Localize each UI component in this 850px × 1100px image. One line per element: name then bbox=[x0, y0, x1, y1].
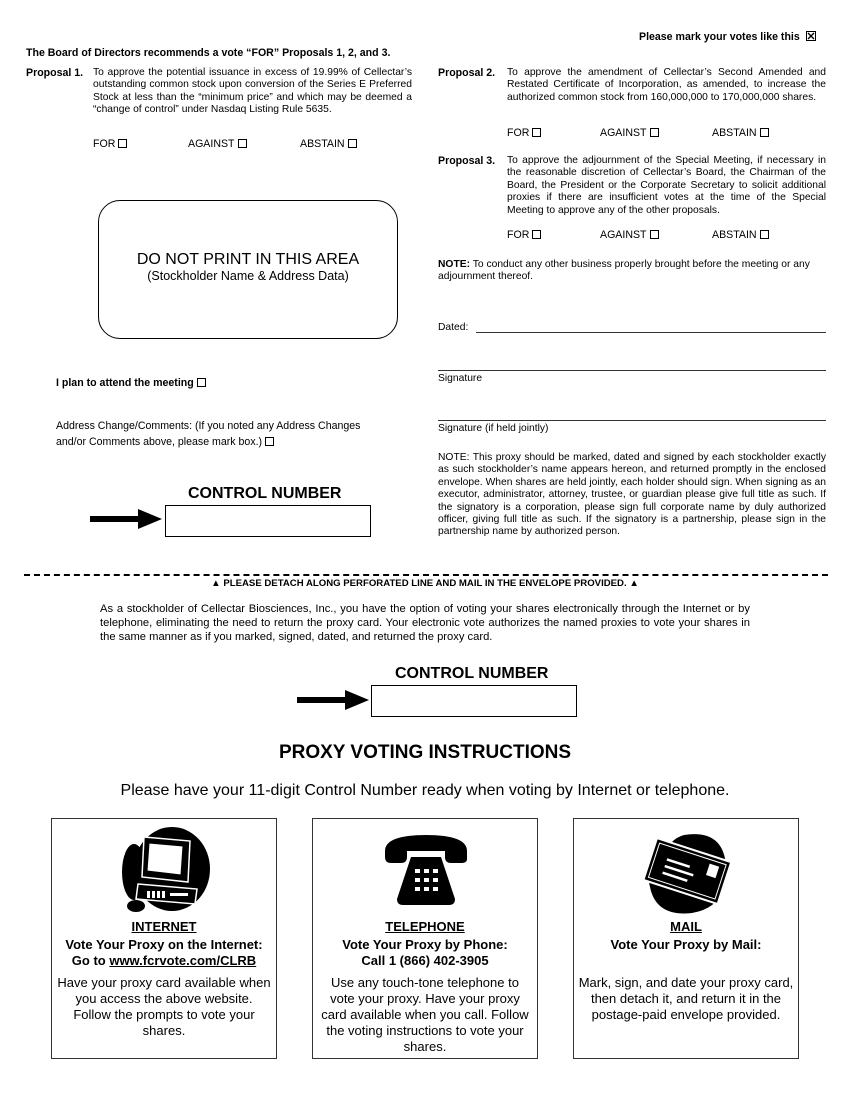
proposal-1-label: Proposal 1. bbox=[26, 67, 84, 79]
internet-body: Have your proxy card available when you access the above website. Follow the prompts to vote your shares. bbox=[57, 975, 271, 1038]
signature-label: Signature bbox=[438, 373, 483, 384]
proposal-2-for[interactable]: FOR bbox=[507, 127, 541, 139]
control-number-box-2 bbox=[371, 685, 577, 717]
address-change: Address Change/Comments: (If you noted any Address Changes and/or Comments above, please mark box.) bbox=[56, 420, 361, 448]
proposal-3-for[interactable]: FOR bbox=[507, 229, 541, 241]
telephone-body: Use any touch-tone telephone to vote your proxy. Have your proxy card available when you call. Follow the voting instructions to vote your shares. bbox=[321, 975, 529, 1054]
mail-method-box bbox=[573, 818, 799, 1059]
checkbox[interactable] bbox=[238, 139, 247, 148]
marked-checkbox-example-icon bbox=[806, 31, 816, 41]
checkbox[interactable] bbox=[532, 230, 541, 239]
telephone-title: TELEPHONE bbox=[385, 919, 465, 934]
instructions-subtitle: Please have your 11-digit Control Number ready when voting by Internet or telephone. bbox=[120, 782, 730, 799]
signing-note: NOTE: This proxy should be marked, dated and signed by each stockholder exactly as such stockholder’s name appears hereon, and returned promptly in the enclosed envelope. When shares are held jointly, each holder should sign. When signing as an executor, administrator, attorney, trustee, or guardian please give full title as such. If the signatory is a corporation, please sign full corporate name by duly authorized officer, giving full title as such. If the signatory is a partnership, please sign in the partnership name by authorized person. bbox=[438, 452, 826, 538]
address-area-subtitle: (Stockholder Name & Address Data) bbox=[147, 269, 349, 283]
proposal-2-text: To approve the amendment of Cellectar’s Second Amended and Restated Certificate of Incorporation, as amended, to increase the authorized common stock from 160,000,000 to 170,000,000 shares. bbox=[507, 67, 826, 103]
arrow-right-icon bbox=[90, 509, 162, 529]
proposal-1-for[interactable]: FOR bbox=[93, 138, 127, 150]
mail-heading: Vote Your Proxy by Mail: bbox=[610, 937, 762, 952]
board-recommendation: The Board of Directors recommends a vote “FOR” Proposals 1, 2, and 3. bbox=[26, 47, 391, 59]
proposal-2-abstain[interactable]: ABSTAIN bbox=[712, 127, 769, 139]
control-number-box bbox=[165, 505, 371, 537]
joint-signature-field[interactable] bbox=[438, 420, 826, 421]
checkbox[interactable] bbox=[760, 128, 769, 137]
control-number-title-2: CONTROL NUMBER bbox=[395, 665, 549, 682]
mail-title: MAIL bbox=[670, 919, 702, 934]
proposal-1-abstain[interactable]: ABSTAIN bbox=[300, 138, 357, 150]
checkbox[interactable] bbox=[348, 139, 357, 148]
dated-field[interactable] bbox=[476, 332, 826, 333]
checkbox[interactable] bbox=[650, 230, 659, 239]
computer-icon bbox=[52, 827, 278, 917]
proposal-3-text: To approve the adjournment of the Special Meeting, if necessary in the reasonable discretion of Cellectar’s Board, the Chairman of the Board, the President or the Corporate Secretary to solicit additional proxies if there are insufficient votes at the time of the Special Meeting to approve any of the other proposals. bbox=[507, 155, 826, 216]
perforated-line bbox=[24, 574, 828, 576]
internet-voting-link[interactable]: www.fcrvote.com/CLRB bbox=[109, 953, 257, 968]
address-change-checkbox[interactable] bbox=[265, 437, 274, 446]
signature-field[interactable] bbox=[438, 370, 826, 371]
attend-meeting: I plan to attend the meeting bbox=[56, 377, 206, 389]
instructions-title: PROXY VOTING INSTRUCTIONS bbox=[278, 742, 572, 763]
proposal-3-against[interactable]: AGAINST bbox=[600, 229, 659, 241]
mail-body: Mark, sign, and date your proxy card, then detach it, and return it in the postage-paid envelope provided. bbox=[578, 975, 794, 1022]
detach-instruction: ▲ PLEASE DETACH ALONG PERFORATED LINE AND MAIL IN THE ENVELOPE PROVIDED. ▲ bbox=[211, 578, 639, 589]
address-area-title: DO NOT PRINT IN THIS AREA bbox=[136, 251, 360, 268]
other-business-note: NOTE: To conduct any other business properly brought before the meeting or any adjournment thereof. bbox=[438, 259, 810, 283]
attend-meeting-checkbox[interactable] bbox=[197, 378, 206, 387]
proposal-2-against[interactable]: AGAINST bbox=[600, 127, 659, 139]
internet-title: INTERNET bbox=[131, 919, 197, 934]
dated-label: Dated: bbox=[438, 322, 469, 333]
proposal-3-label: Proposal 3. bbox=[438, 155, 496, 167]
address-area bbox=[98, 200, 398, 339]
internet-method-box bbox=[51, 818, 277, 1059]
telephone-icon bbox=[313, 827, 539, 917]
joint-signature-label: Signature (if held jointly) bbox=[438, 423, 549, 434]
checkbox[interactable] bbox=[650, 128, 659, 137]
proposal-1-text: To approve the potential issuance in excess of 19.99% of Cellectar’s outstanding common stock upon conversion of the Series E Preferred Stock at less than the “minimum price” and which may be deemed a “change of control” under Nasdaq Listing Rule 5635. bbox=[93, 67, 412, 116]
internet-heading: Vote Your Proxy on the Internet: Go to www.fcrvote.com/CLRB bbox=[65, 937, 263, 968]
checkbox[interactable] bbox=[118, 139, 127, 148]
arrow-right-icon bbox=[297, 690, 369, 710]
checkbox[interactable] bbox=[760, 230, 769, 239]
electronic-voting-intro: As a stockholder of Cellectar Biosciences, Inc., you have the option of voting your shares electronically through the Internet or by telephone, eliminating the need to return the proxy card. Your electronic vote authorizes the named proxies to vote your shares in the same manner as if you marked, signed, dated, and returned the proxy card. bbox=[100, 603, 750, 644]
proposal-2-label: Proposal 2. bbox=[438, 67, 496, 79]
telephone-heading: Vote Your Proxy by Phone: Call 1 (866) 402-3905 bbox=[315, 937, 535, 969]
mail-envelope-icon bbox=[574, 827, 800, 917]
proposal-1-against[interactable]: AGAINST bbox=[188, 138, 247, 150]
checkbox[interactable] bbox=[532, 128, 541, 137]
mark-instruction: Please mark your votes like this bbox=[639, 31, 816, 43]
proposal-3-abstain[interactable]: ABSTAIN bbox=[712, 229, 769, 241]
control-number-title: CONTROL NUMBER bbox=[188, 485, 342, 502]
telephone-method-box bbox=[312, 818, 538, 1059]
telephone-number: Call 1 (866) 402-3905 bbox=[361, 953, 489, 968]
